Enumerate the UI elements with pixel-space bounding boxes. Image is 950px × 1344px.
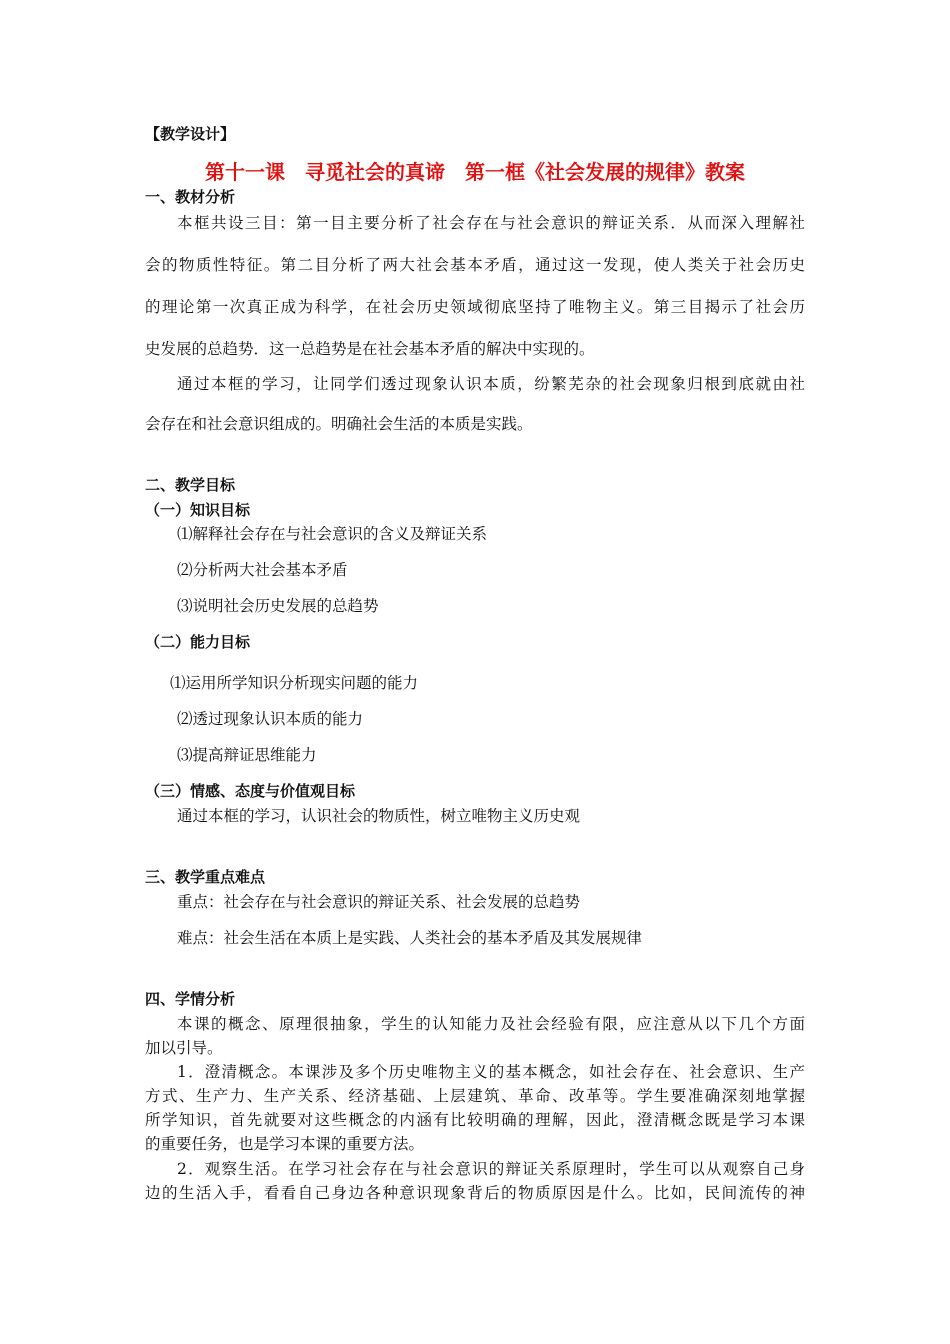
list-item: ⑵分析两大社会基本矛盾 <box>177 561 348 579</box>
paragraph-line: 本框共设三目：第一目主要分析了社会存在与社会意识的辩证关系．从而深入理解社 <box>177 214 805 232</box>
subheading-knowledge: （一）知识目标 <box>145 501 251 519</box>
paragraph-line: 加以引导。 <box>145 1039 223 1057</box>
paragraph-line: 边的生活入手，看看自己身边各种意识现象背后的物质原因是什么。比如，民间流传的神 <box>145 1184 805 1202</box>
paragraph-line: 2．观察生活。在学习社会存在与社会意识的辩证关系原理时，学生可以从观察自己身 <box>177 1160 805 1178</box>
paragraph-line: 本课的概念、原理很抽象，学生的认知能力及社会经验有限，应注意从以下几个方面 <box>177 1015 805 1033</box>
paragraph-line: 的理论第一次真正成为科学，在社会历史领域彻底坚持了唯物主义。第三目揭示了社会历 <box>145 298 805 316</box>
paragraph-line: 的重要任务，也是学习本课的重要方法。 <box>145 1135 425 1153</box>
key-point: 重点：社会存在与社会意识的辩证关系、社会发展的总趋势 <box>177 893 581 911</box>
list-item: ⑶提高辩证思维能力 <box>177 746 317 764</box>
list-item: ⑴运用所学知识分析现实问题的能力 <box>170 674 419 692</box>
paragraph-line: 所学知识，首先就要对这些概念的内涵有比较明确的理解，因此，澄清概念既是学习本课 <box>145 1111 805 1129</box>
paragraph-line: 史发展的总趋势．这一总趋势是在社会基本矛盾的解决中实现的。 <box>145 340 595 358</box>
paragraph-line: 通过本框的学习，认识社会的物质性，树立唯物主义历史观 <box>177 807 581 825</box>
section-heading-2: 二、教学目标 <box>145 476 236 494</box>
list-item: ⑵透过现象认识本质的能力 <box>177 710 364 728</box>
paragraph-line: 通过本框的学习，让同学们透过现象认识本质，纷繁芜杂的社会现象归根到底就由社 <box>177 375 805 393</box>
paragraph-line: 1．澄清概念。本课涉及多个历史唯物主义的基本概念，如社会存在、社会意识、生产 <box>177 1063 805 1081</box>
list-item: ⑴解释社会存在与社会意识的含义及辩证关系 <box>177 525 488 543</box>
section-heading-1: 一、教材分析 <box>145 188 236 206</box>
paragraph-line: 会存在和社会意识组成的。明确社会生活的本质是实践。 <box>145 415 533 433</box>
difficult-point: 难点：社会生活在本质上是实践、人类社会的基本矛盾及其发展规律 <box>177 929 643 947</box>
subheading-ability: （二）能力目标 <box>145 633 251 651</box>
subheading-emotion: （三）情感、态度与价值观目标 <box>145 782 356 800</box>
section-heading-3: 三、教学重点难点 <box>145 868 266 886</box>
paragraph-line: 会的物质性特征。第二目分析了两大社会基本矛盾，通过这一发现，使人类关于社会历史 <box>145 256 805 274</box>
section-heading-4: 四、学情分析 <box>145 990 236 1008</box>
paragraph-line: 方式、生产力、生产关系、经济基础、上层建筑、革命、改革等。学生要准确深刻地掌握 <box>145 1087 805 1105</box>
page-title: 第十一课 寻觅社会的真谛 第一框《社会发展的规律》教案 <box>205 160 745 184</box>
header-tag: 【教学设计】 <box>145 125 236 143</box>
list-item: ⑶说明社会历史发展的总趋势 <box>177 597 379 615</box>
